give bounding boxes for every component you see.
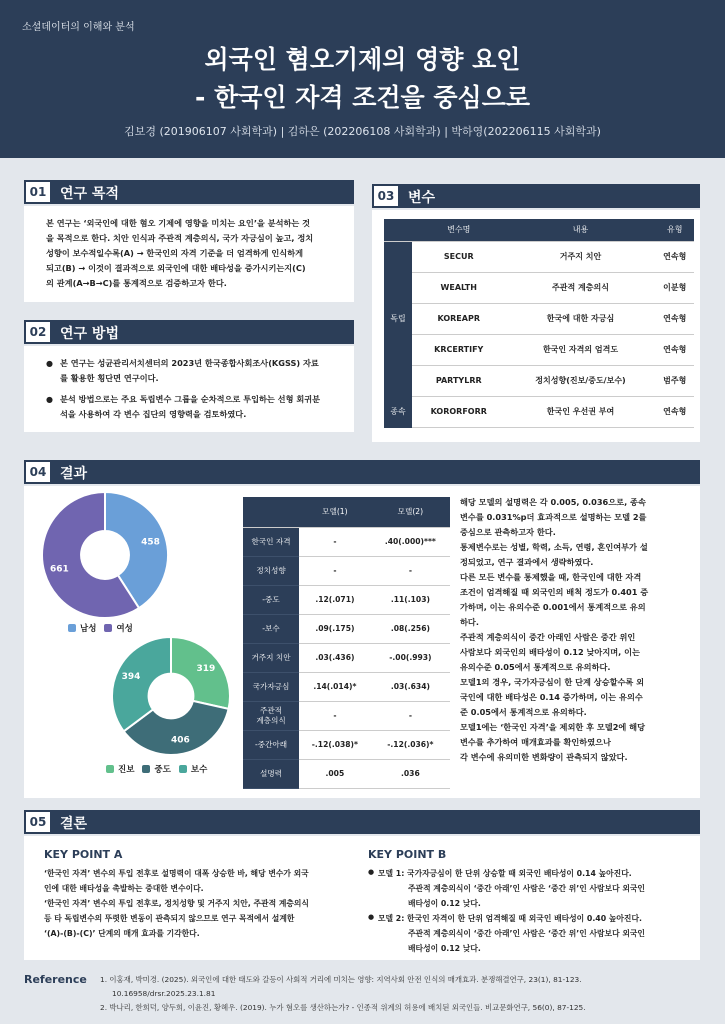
table-row: KRCERTIFY 한국인 자격의 엄격도 연속형 [384, 334, 694, 365]
legend-swatch [104, 624, 112, 632]
key-point-a-text: ‘한국인 자격’ 변수의 투입 전후로 설명력이 대폭 상승한 바, 해당 변수가 외국 인에 대한 배타성을 촉발하는 중대한 변수이다. ‘한국인 자격’ 변수의 투입 전후로, 정치성향 및 거주지 치안, 주관적 계층의식 등 타 독립변수의 뚜렷한 변동이 관측되지 않으므로 연구 목적에서 설계한 ‘(A)-(B)-(C)’ 단계의 매개 효과를 기각한다. [44, 869, 309, 938]
legend-swatch [142, 765, 150, 773]
bullet-icon: ● [46, 359, 53, 368]
legend-swatch [106, 765, 114, 773]
legend-label: 보수 [190, 765, 208, 775]
legend-label: 진보 [118, 765, 135, 775]
section-number: 01 [24, 180, 52, 204]
slice-value-label: 394 [121, 671, 141, 682]
section-04-header [24, 460, 700, 484]
slice-value-label: 406 [170, 735, 190, 746]
bullet-icon: ● [46, 395, 53, 404]
table-row: WEALTH 주관적 계층의식 이분형 [384, 272, 694, 303]
legend-swatch [68, 624, 76, 632]
method-bullet: ● 분석 방법으로는 주요 독립변수 그룹을 순차적으로 투입하는 선형 회귀분 석을 사용하여 각 변수 집단의 영향력을 검토하였다. [46, 394, 321, 419]
table-row: 거주지 치안 .03(.436) -.00(.993) [243, 643, 450, 672]
purpose-line: 본 연구는 ‘외국인에 대한 혐오 기제에 영향을 미치는 요인’을 분석하는 것 [46, 218, 311, 228]
table-row: KOREAPR 한국에 대한 자긍심 연속형 [384, 303, 694, 334]
legend-label: 여성 [116, 624, 133, 634]
table-header-row [243, 497, 450, 527]
table-row: 국가자긍심 .14(.014)* .03(.634) [243, 672, 450, 701]
political-donut-chart [110, 635, 232, 757]
table-row: 한국인 자격 - .40(.000)*** [243, 527, 450, 556]
purpose-line: 성향이 보수적일수록(A) → 한국인의 자격 기준을 더 엄격하게 인식하게 [46, 248, 304, 258]
legend-label: 남성 [80, 624, 97, 634]
table-row: -중간아래 -.12(.038)* -.12(.036)* [243, 730, 450, 759]
gender-donut-chart [40, 490, 170, 620]
section-title: 연구 방법 [60, 326, 119, 342]
reference-label: Reference [24, 973, 87, 986]
variables-table [384, 219, 694, 428]
poster-header [0, 0, 725, 158]
table-row: PARTYLRR 정치성향(진보/중도/보수) 범주형 [384, 365, 694, 396]
key-point-b-bullet: ● 모델 2: 한국인 자격이 한 단위 엄격해질 때 외국인 배타성이 0.40 높아진다. 주관적 계층의식이 ‘중간 아래’인 사람은 ‘중간 위’인 사람보다 외국인 배타성이 0.12 낮다. [368, 913, 645, 953]
section-number: 03 [372, 184, 400, 208]
column-header: 모델(2) [371, 497, 450, 527]
section-title: 연구 목적 [60, 186, 119, 202]
slice-value-label: 458 [141, 537, 160, 548]
reference-item: 2. 박나리, 한희덕, 양두희, 이윤진, 황혜우. (2019). 누가 혐오를 생산하는가? - 인종적 위계의 허용에 배치된 외국인들. 비교문화연구, 56(0), 87-125. [100, 1003, 586, 1012]
section-number: 04 [24, 460, 52, 484]
results-text: 해당 모델의 설명력은 각 0.005, 0.036으로, 종속 변수를 0.031%p더 효과적으로 설명하는 모델 2를 중심으로 관측하고자 한다. 통제변수로는 성별, 학력, 소득, 연령, 혼인여부가 설 정되었고, 연구 결과에서 생략하였다. 다른 모든 변수를 통제했을 때, 한국인에 대한 자격 조건이 엄격해질 때 외국인의 배척 정도가 0.401 증 가하며, 이는 유의수준 0.001에서 통계적으로 유의 하다. 주관적 계층의식이 중간 아래인 사람은 중간 위인 사람보다 외국인의 배타성이 0.12 낮아지며, 이는 유의수준 0.05에서 통계적으로 유의하다. 모델1의 경우, 국가자긍심이 한 단계 상승할수록 외 국인에 대한 배타성은 0.14 증가하며, 이는 유의수 준 0.05에서 통계적으로 유의하다. 모델1에는 ‘한국인 자격’을 제외한 후 모델2에 해당 변수를 추가하여 매개효과를 확인하였으나 각 변수에 유의미한 변화량이 관측되지 않았다. [460, 497, 649, 762]
column-header: 모델(1) [299, 497, 371, 527]
table-row: -중도 .12(.071) .11(.103) [243, 585, 450, 614]
section-title: 결과 [60, 466, 88, 482]
section-03-header [372, 184, 700, 208]
purpose-box [24, 206, 354, 302]
table-row: 정치성향 - - [243, 556, 450, 585]
gender-legend [68, 622, 133, 634]
table-header-row [384, 219, 694, 241]
section-02-header [24, 320, 354, 344]
section-number: 05 [24, 810, 52, 834]
key-point-b-text [368, 866, 688, 956]
bullet-icon: ● [368, 868, 375, 876]
column-header: 유형 [656, 219, 694, 241]
slice-value-label: 661 [50, 564, 69, 575]
table-row: 설명력 .005 .036 [243, 759, 450, 788]
group-label-independent: 독립 [384, 241, 412, 396]
bullet-icon: ● [368, 913, 375, 921]
section-title: 결론 [60, 816, 88, 832]
table-row: -보수 .09(.175) .08(.256) [243, 614, 450, 643]
poster-title: 외국인 혐오기제의 영향 요인 [204, 45, 521, 74]
purpose-line: 되고(B) → 이것이 결과적으로 외국인에 대한 배타성을 증가시키는지(C) [46, 263, 306, 273]
section-01-header [24, 180, 354, 204]
section-number: 02 [24, 320, 52, 344]
political-legend [106, 763, 207, 775]
section-title: 변수 [408, 190, 436, 206]
key-point-a-title: KEY POINT A [44, 848, 123, 861]
section-05-header [24, 810, 700, 834]
poster-subtitle: - 한국인 자격 조건을 중심으로 [195, 83, 530, 112]
authors: 김보경 (201906107 사회학과) | 김하은 (202206108 사회학과) | 박하영(202206115 사회학과) [124, 125, 601, 138]
regression-table [243, 497, 450, 789]
table-row: 독립 SECUR 거주지 치안 연속형 [384, 241, 694, 272]
legend-swatch [179, 765, 187, 773]
column-header: 내용 [505, 219, 655, 241]
group-label-dependent: 종속 [384, 396, 412, 427]
key-point-b-title: KEY POINT B [368, 848, 447, 861]
legend-label: 중도 [154, 765, 171, 775]
course-name: 소셜데이터의 이해와 분석 [22, 22, 135, 33]
purpose-line: 의 관계(A→B→C)를 통계적으로 검증하고자 한다. [46, 278, 227, 288]
reference-doi: 10.16958/drsr.2025.23.1.81 [112, 989, 216, 998]
method-bullet: ● 본 연구는 성균관리서치센터의 2023년 한국종합사회조사(KGSS) 자료 를 활용한 횡단면 연구이다. [46, 358, 319, 383]
slice-value-label: 319 [196, 664, 216, 675]
reference-item: 1. 이홍재, 박미경. (2025). 외국인에 대한 태도와 갈등이 사회적 거리에 미치는 영향: 지역사회 안전 인식의 매개효과. 분쟁해결연구, 23(1), 81-123. [100, 975, 582, 984]
method-box [24, 346, 354, 432]
purpose-line: 을 목적으로 한다. 치안 인식과 주관적 계층의식, 국가 자긍심이 높고, 정치 [46, 233, 314, 243]
table-row: 주관적 계층의식 - - [243, 701, 450, 730]
key-point-b-bullet: ● 모델 1: 국가자긍심이 한 단위 상승할 때 외국인 배타성이 0.14 높아진다. 주관적 계층의식이 ‘중간 아래’인 사람은 ‘중간 위’인 사람보다 외국인 배타성이 0.12 낮다. [368, 868, 645, 908]
table-row: 종속 KORORFORR 한국인 우선권 부여 연속형 [384, 396, 694, 427]
column-header: 변수명 [412, 219, 505, 241]
